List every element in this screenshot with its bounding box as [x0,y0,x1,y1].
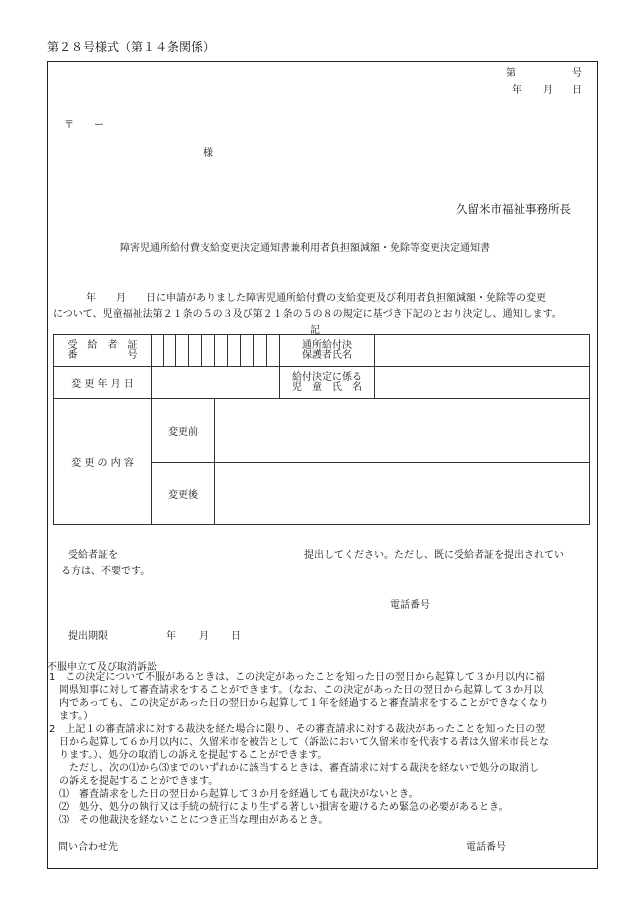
date-month: 月 [543,85,553,96]
recipient-no-digit[interactable] [152,335,164,367]
child-name-label: 給付決定に係る 児 童 氏 名 [280,367,375,399]
table-row [54,367,590,399]
before-content-cell[interactable] [215,399,590,463]
change-date-label: 変 更 年 月 日 [54,367,152,399]
ki-label: 記 [310,325,320,336]
appeal-line: ます。） [49,711,94,722]
before-label: 変更前 [152,399,215,463]
phone-label: 電話番号 [390,600,430,611]
recipient-no-digit[interactable] [254,335,267,367]
table-row [54,399,590,463]
deadline-day: 日 [231,631,241,642]
number-go: 号 [572,68,582,79]
recipient-no-digit[interactable] [267,335,280,367]
appeal-line: の訴えを提起することができます。 [49,776,219,787]
submit-line-2: る方は、不要です。 [61,566,151,577]
deadline-year: 年 [166,631,176,642]
date-day: 日 [572,85,582,96]
change-date-cell[interactable] [152,367,280,399]
appeal-line: ただし、次の⑴から⑶までのいずれかに該当するときは、審査請求に対する裁決を経ないで処分の取消し [49,763,539,774]
appeal-line: 内であっても、この決定があった日の翌日から起算して１年を経過すると審査請求をすることができなくなり [49,698,549,709]
guardian-name-cell[interactable] [375,335,590,367]
appeal-line: 2 上記１の審査請求に対する裁決を経た場合に限り、その審査請求に対する裁決があったことを知った日の翌 [49,724,546,735]
after-content-cell[interactable] [215,463,590,525]
submit-line-1b: 提出してください。ただし、既に受給者証を提出されてい [304,550,564,561]
appeal-line: 岡県知事に対して審査請求をすることができます。（なお、この決定があった日の翌日から起算して３か月以 [49,685,544,696]
recipient-no-digit[interactable] [228,335,241,367]
deadline-label: 提出期限 [68,631,108,642]
intro-line-1: 年 月 日に申請がありました障害児通所給付費の支給変更及び利用者負担額減額・免除等の変更 [76,293,546,304]
intro-line-2: について、児童福祉法第２１条の５の３及び第２１条の５の８の規定に基づき下記のとおり決定し、通知します。 [53,309,562,320]
appeal-line: ⑴ 審査請求をした日の翌日から起算して３か月を経過しても裁決がないとき。 [49,789,419,800]
issuer: 久留米市福祉事務所長 [456,202,571,216]
form-id: 第２８号様式（第１４条関係） [47,40,216,54]
decision-table [53,334,590,525]
appeal-line: ⑶ その他裁決を経ないことにつき正当な理由があるとき。 [49,815,329,826]
appeal-line: ります。）、処分の取消しの訴えを提起することができます。 [49,750,328,761]
appeal-body [49,671,549,827]
child-name-cell[interactable] [375,367,590,399]
date-year: 年 [512,85,522,96]
recipient-no-digit[interactable] [176,335,189,367]
number-dai: 第 [506,68,516,79]
deadline-month: 月 [199,631,209,642]
recipient-no-digit[interactable] [215,335,228,367]
table-row [54,335,590,367]
appeal-line: ⑵ 処分、処分の執行又は手続の続行により生ずる著しい損害を避けるため緊急の必要があるとき。 [49,802,509,813]
recipient-no-digit[interactable] [202,335,215,367]
document-title: 障害児通所給付費支給変更決定通知書兼利用者負担額減額・免除等変更決定通知書 [120,243,490,254]
contact-phone-label: 電話番号 [466,842,506,853]
guardian-name-label: 通所給付決 保護者氏名 [280,335,375,367]
postal-mark: 〒 ー [64,120,104,131]
change-content-label: 変 更 の 内 容 [54,399,152,525]
appeal-heading: 不服申立て及び取消訴訟 [47,662,157,673]
addressee-sama: 様 [203,148,213,159]
recipient-no-digit[interactable] [164,335,176,367]
recipient-no-label: 受 給 者 証 番 号 [54,335,152,367]
submit-line-1a: 受給者証を [68,550,118,561]
after-label: 変更後 [152,463,215,525]
appeal-line: 日から起算して６か月以内に、久留米市を被告として（訴訟において久留米市を代表する者は久留米市長とな [49,737,549,748]
contact-label: 問い合わせ先 [58,842,118,853]
appeal-line: 1 この決定について不服があるときは、この決定があったことを知った日の翌日から起算して３か月以内に福 [49,672,546,683]
recipient-no-digit[interactable] [241,335,254,367]
recipient-no-digit[interactable] [189,335,202,367]
